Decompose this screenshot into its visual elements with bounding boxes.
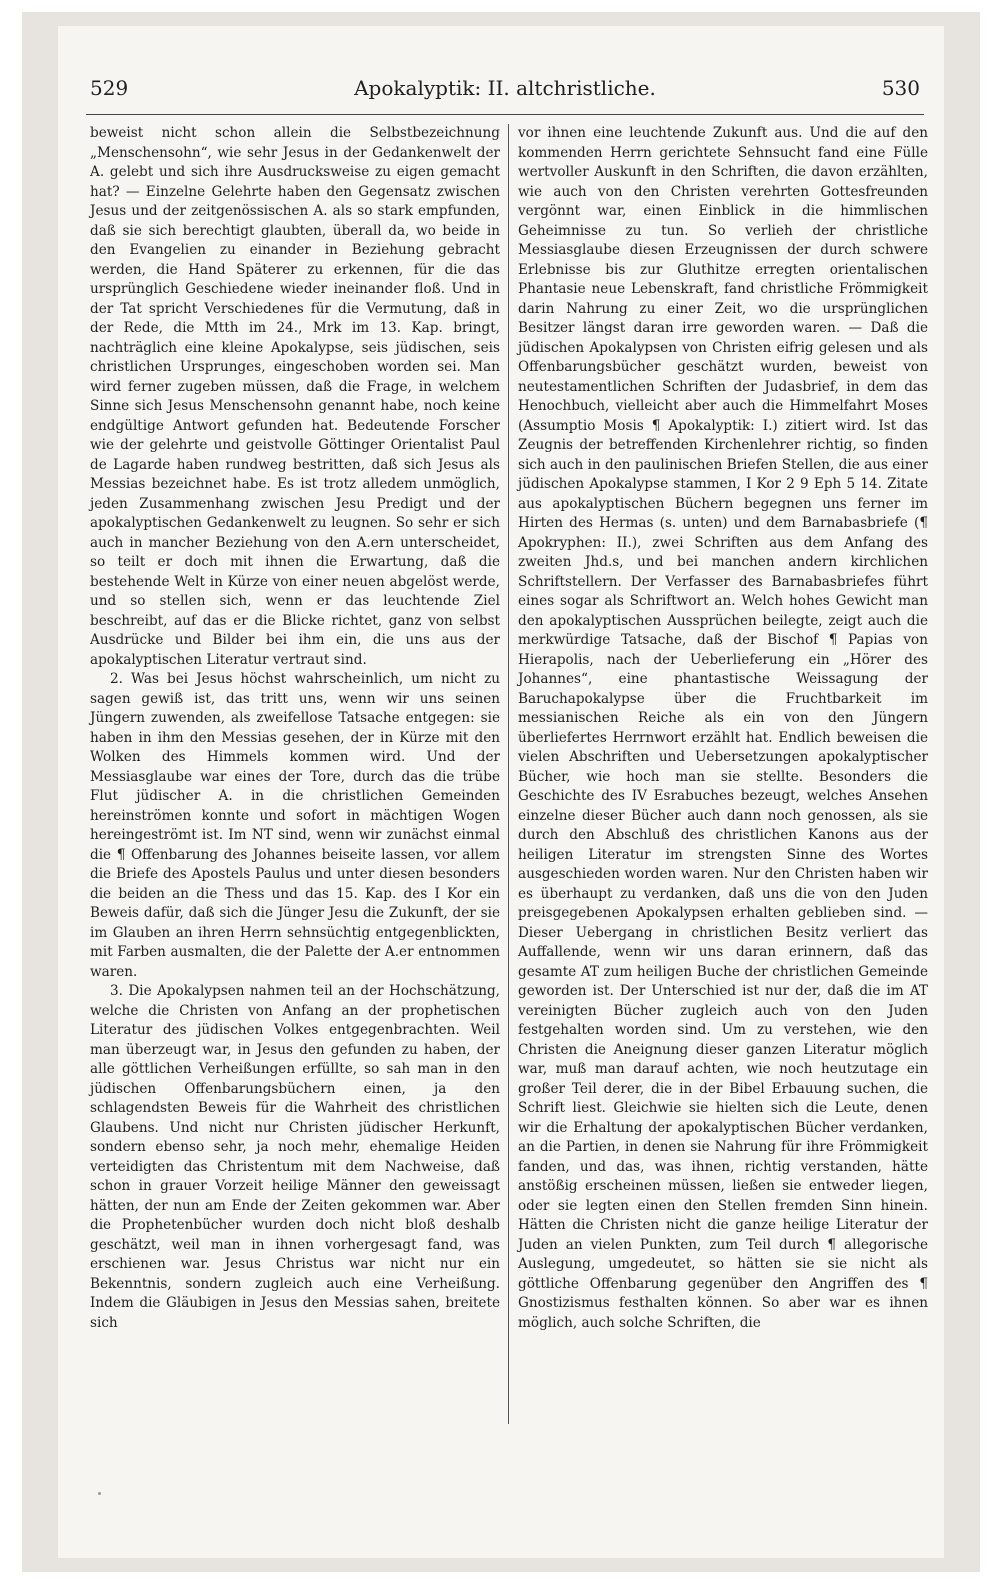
left-paragraph-3: 3. Die Apokalypsen nahmen teil an der Hochschätzung, welche die Christen von Anfang an der prophetischen Literatur des jüdischen Volkes entgegenbrachten. Weil man überzeugt war, in Jesus den gefunden zu haben, der alle göttlichen Verheißungen erfüllte, so sah man in den jüdischen Offenbarungsbüchern einen, ja den schlagendsten Beweis für die Wahrheit des christlichen Glaubens. Und nicht nur Christen jüdischer Herkunft, sondern ebenso sehr, ja noch mehr, ehemalige Heiden verteidigten das Christentum mit dem Nachweise, daß schon in grauer Vorzeit heilige Männer den geweissagt hätten, der nun am Ende der Zeiten gekommen war. Aber die Prophetenbücher wurden doch nicht bloß deshalb geschätzt, weil man in ihnen vorhergesagt fand, was erschienen war. Jesus Christus war nicht nur ein Bekenntnis, sondern zugleich auch eine Verheißung. Indem die Gläubigen in Jesus den Messias sahen, breitete sich <box>90 983 500 1331</box>
scanned-page-background <box>22 12 980 1572</box>
left-paragraph-1: beweist nicht schon allein die Selbstbezeichnung „Menschensohn“, wie sehr Jesus in der Gedankenwelt der A. gelebt und sich ihre Ausdrucksweise zu eigen gemacht hat? — Einzelne Gelehrte haben den Gegensatz zwischen Jesus und der zeitgenössischen A. als so stark empfunden, daß sie sich berechtigt glaubten, überall da, wo beide in den Evangelien zu einander in Beziehung gebracht werden, die Hand Späterer zu erkennen, für die das ursprünglich Geschiedene wieder ineinander floß. Und in der Tat spricht Verschiedenes für die Vermutung, daß in der Rede, die Mtth im 24., Mrk im 13. Kap. bringt, nachträglich eine kleine Apokalypse, seis jüdischen, seis christlichen Ursprunges, eingeschoben worden sei. Man wird ferner zugeben müssen, daß die Frage, in welchem Sinne sich Jesus Menschensohn genannt habe, noch keine endgültige Antwort gefunden hat. Bedeutende Forscher wie der gelehrte und geistvolle Göttinger Orientalist Paul de Lagarde haben rundweg bestritten, daß sich Jesus als Messias bezeichnet habe. Es ist trotz alledem unmöglich, jeden Zusammenhang zwischen Jesu Predigt und der apokalyptischen Gedankenwelt zu leugnen. So sehr er sich auch in mancher Beziehung von den A.ern unterscheidet, so teilt er doch mit ihnen die Erwartung, daß die bestehende Welt in Kürze von einer neuen abgelöst werde, und so stellen sich, wenn er das leuchtende Ziel beschreibt, auf das er die Blicke richtet, ganz von selbst Ausdrücke und Bilder bei ihm ein, die uns aus der apokalyptischen Literatur vertraut sind. <box>90 125 500 668</box>
left-paragraph-2: 2. Was bei Jesus höchst wahrscheinlich, um nicht zu sagen gewiß ist, das tritt uns, wenn wir uns seinen Jüngern zuwenden, als zweifellose Tatsache entgegen: sie haben in ihm den Messias gesehen, der in Kürze mit den Wolken des Himmels kommen wird. Und der Messiasglaube war eines der Tore, durch das die trübe Flut jüdischer A. in die christlichen Gemeinden hereinströmen konnte und sofort in mächtigen Wogen hereingeströmt ist. Im NT sind, wenn wir zunächst einmal die ¶ Offenbarung des Johannes beiseite lassen, vor allem die Briefe des Apostels Paulus und unter diesen besonders die beiden an die Thess und das 15. Kap. des I Kor ein Beweis dafür, daß sich die Jünger Jesu die Zukunft, der sie im Glauben an ihren Herrn sehnsüchtig entgegenblickten, mit Farben ausmalten, die der Palette der A.er entnommen waren. <box>90 671 500 980</box>
page-number-left: 529 <box>90 76 129 100</box>
header-rule <box>86 114 924 115</box>
running-head: Apokalyptik: II. altchristliche. <box>354 76 656 100</box>
print-speck <box>98 1492 101 1495</box>
page-number-right: 530 <box>881 76 920 100</box>
left-column <box>90 124 500 1333</box>
column-divider <box>508 124 509 1424</box>
right-paragraph-1: vor ihnen eine leuchtende Zukunft aus. Und die auf den kommenden Herrn gerichtete Sehnsucht fand eine Fülle wertvoller Auskunft in den Schriften, die davon erzählten, wie auch von den Christen verehrten Gottesfreunden vergönnt war, einen Einblick in die himmlischen Geheimnisse zu tun. So verlieh der christliche Messiasglaube diesen Erzeugnissen der durch schwere Erlebnisse bis zur Gluthitze erregten orientalischen Phantasie neue Lebenskraft, fand christliche Frömmigkeit darin Nahrung zu einer Zeit, wo die ursprünglichen Besitzer längst daran irre geworden waren. — Daß die jüdischen Apokalypsen von Christen eifrig gelesen und als Offenbarungsbücher geschätzt wurden, beweist von neutestamentlichen Schriften der Judasbrief, in dem das Henochbuch, vielleicht aber auch die Himmelfahrt Moses (Assumptio Mosis ¶ Apokalyptik: I.) zitiert wird. Ist das Zeugnis der betreffenden Kirchenlehrer richtig, so finden sich auch in den paulinischen Briefen Stellen, die aus einer jüdischen Apokalypse stammen, I Kor 2 9 Eph 5 14. Zitate aus apokalyptischen Büchern begegnen uns ferner im Hirten des Hermas (s. unten) und dem Barnabasbriefe (¶ Apokryphen: II.), zwei Schriften aus dem Anfang des zweiten Jhd.s, und bei manchen andern kirchlichen Schriftstellern. Der Verfasser des Barnabasbriefes führt eines sogar als Schriftwort an. Welch hohes Gewicht man den apokalyptischen Aussprüchen beilegte, zeigt auch die merkwürdige Tatsache, daß der Bischof ¶ Papias von Hierapolis, nach der Ueberlieferung ein „Hörer des Johannes“, eine phantastische Weissagung der Baruchapokalypse über die Fruchtbarkeit im messianischen Reiche als ein von den Jüngern überliefertes Herrnwort erzählt hat. Endlich beweisen die vielen Abschriften und Uebersetzungen apokalyptischer Bücher, wie hoch man sie stellte. Besonders die Geschichte des IV Esrabuches bezeugt, welches Ansehen einzelne dieser Bücher auch dann noch genossen, als sie durch den Abschluß des christlichen Kanons aus der heiligen Literatur im strengsten Sinne des Wortes ausgeschieden worden waren. Nur den Christen haben wir es überhaupt zu verdanken, daß uns die von den Juden preisgegebenen Apokalypsen erhalten geblieben sind. — Dieser Uebergang in christlichen Besitz verliert das Auffallende, wenn wir uns daran erinnern, daß das gesamte AT zum heiligen Buche der christlichen Gemeinde geworden ist. Der Unterschied ist nur der, daß die im AT vereinigten Bücher zugleich auch von den Juden festgehalten worden sind. Um zu verstehen, wie den Christen die Aneignung dieser ganzen Literatur möglich war, muß man darauf achten, wie noch heutzutage ein großer Teil derer, die in der Bibel Erbauung suchen, die Schrift liest. Gleichwie sie hielten sich die Leute, denen wir die Erhaltung der apokalyptischen Bücher verdanken, an die Partien, in denen sie Nahrung für ihre Frömmigkeit fanden, und das, was ihnen, richtig verstanden, hätte anstößig erscheinen müssen, ließen sie entweder liegen, oder sie legten einen den Stellen fremden Sinn hinein. Hätten die Christen nicht die ganze heilige Literatur der Juden an vielen Punkten, zum Teil durch ¶ allegorische Auslegung, umgedeutet, so hätten sie sie nicht als göttliche Offenbarung gegenüber den Angriffen des ¶ Gnostizismus festhalten können. So aber war es ihnen möglich, auch solche Schriften, die <box>518 125 928 1331</box>
page-header <box>90 76 920 106</box>
book-page <box>58 26 944 1558</box>
right-column <box>518 124 928 1333</box>
